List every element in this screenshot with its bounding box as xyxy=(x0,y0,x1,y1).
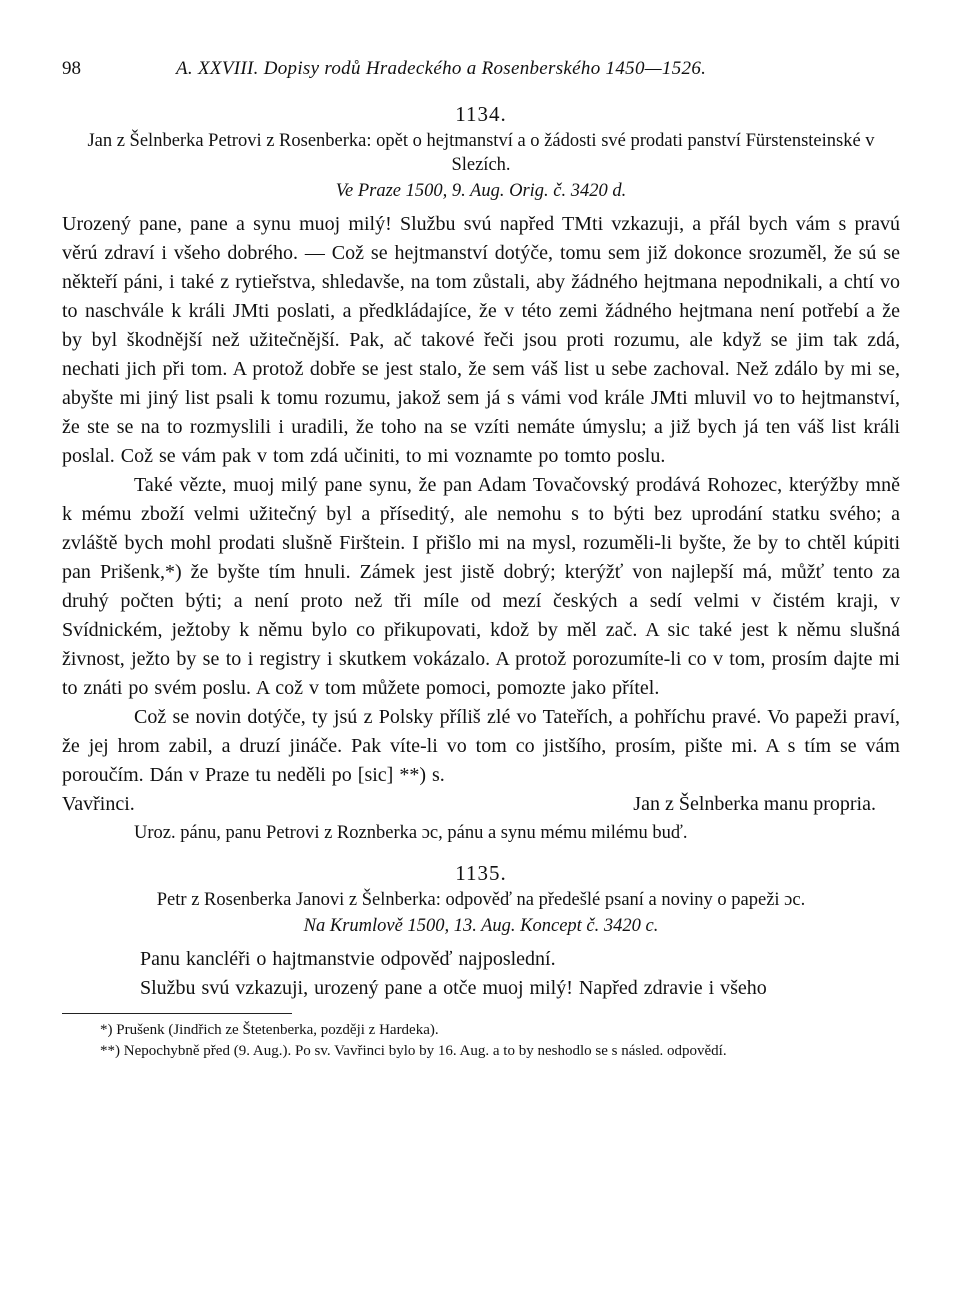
letter-line: Panu kancléři o hajtmanstvie odpověď najposlední. xyxy=(140,948,556,970)
letter-address: Uroz. pánu, panu Petrovi z Roznberka ɔc, pánu a synu mému milému buď. xyxy=(134,823,688,843)
page-number: 98 xyxy=(62,58,81,79)
footnotes xyxy=(62,1020,900,1062)
letter-paragraph: Také vězte, muoj milý pane synu, že pan Adam Tovačovský prodává Rohozec, kterýžby mně k mému zboží velmi užitečný byl a příseditý, ale nemohu s to býti bez uprodání statku svého; a zvláště bych mohl prodati slušně Firštein. I přišlo mi na mysl, rozuměli-li byšte, že by to chtěl kúpiti pan Prišenk,*) že byšte tím hnuli. Zámek jest jistě dobrý; kterýžť von najlepší má, můžť tento za druhý počten býti; a není proto než tři míle od mezí českých a sedí velmi v čistém kraji, v Svídnickém, ježtoby k němu bylo co přikupovati, kdož by měl zač. A sic také jest k němu slušná živnost, ježto by se to i registry i skutkem vokázalo. A protož porozumíte-li co v tom, prosím dajte mi to znáti po svém poslu. A což v tom můžete pomoci, pomozte jako přítel. xyxy=(62,474,900,699)
letter-1134 xyxy=(62,102,900,847)
running-title: A. XXVIII. Dopisy rodů Hradeckého a Rosenberského 1450—1526. xyxy=(176,58,707,79)
letter-caption: Petr z Rosenberka Janovi z Šelnberka: odpověď na předešlé psaní a noviny o papeži ɔc. xyxy=(156,890,806,910)
letter-paragraph: Což se novin dotýče, ty jsú z Polsky příliš zlé vo Tateřích, a pohříchu pravé. Vo papeži praví, že jej hrom zabil, a druzí jináče. Pak víte-li vo tom co jistšího, prosím, pište mi. A s tím se vám poroučím. Dán v Praze tu neděli po [sic] **) s. xyxy=(62,706,900,786)
letter-closing xyxy=(62,790,900,819)
letter-line: Službu svú vzkazuji, urozený pane a otče muoj milý! Napřed zdravie i všeho xyxy=(140,977,767,999)
letter-dateline: Ve Praze 1500, 9. Aug. Orig. č. 3420 d. xyxy=(335,181,627,201)
footnote: *) Prušenk (Jindřich ze Štetenberka, později z Hardeka). xyxy=(100,1022,439,1038)
letter-number: 1135. xyxy=(455,861,507,885)
closing-signature: Jan z Šelnberka manu propria. xyxy=(633,793,876,815)
footnote-separator xyxy=(62,1013,292,1014)
document-page xyxy=(62,52,900,1062)
letter-number: 1134. xyxy=(455,102,507,126)
letter-paragraph: Urozený pane, pane a synu muoj milý! Službu svú napřed TMti vzkazuji, a přál bych vám s pravú věrú zdraví i všeho dobrého. — Což se hejtmanství dotýče, tomu sem již dokonce srozuměl, že sú se někteří páni, i také z rytieřstva, shledavše, na tom zůstali, aby žádného hejtmana nepodnikali, a chtí vo to naschvále k králi JMti poslati, a předkládajíce, že v této zemi žádného hejtmana není potřebí a že by byl škodnější než užitečnější. Pak, ač takové řeči jsou proti rozumu, ale když se jim tak zdá, nechati jich při tom. A protož dobře se jest stalo, že sem váš list u sebe zachoval. Než zdálo by mi se, abyšte mi jiný list psali k tomu rozumu, jakož sem já s vámi vod krále JMti mluvil vo to hejtmanství, že ste se na to rozmyslili i uradili, že toho na se vzíti nemáte úmyslu; a již bych já ten váš list králi poslal. Což se vám pak v tom zdá učiniti, to mi voznamte po tomto poslu. xyxy=(62,213,900,467)
footnote: **) Nepochybně před (9. Aug.). Po sv. Vavřinci bylo by 16. Aug. a to by neshodlo se s násled. odpovědí. xyxy=(100,1043,727,1059)
closing-place: Vavřinci. xyxy=(62,793,135,815)
letter-dateline: Na Krumlově 1500, 13. Aug. Koncept č. 3420 c. xyxy=(303,916,659,936)
letter-1135 xyxy=(62,861,900,1003)
running-head xyxy=(62,52,900,88)
letter-caption: Jan z Šelnberka Petrovi z Rosenberka: opět o hejtmanství a o žádosti své prodati panství Fürstensteinské v Slezích. xyxy=(87,131,875,175)
